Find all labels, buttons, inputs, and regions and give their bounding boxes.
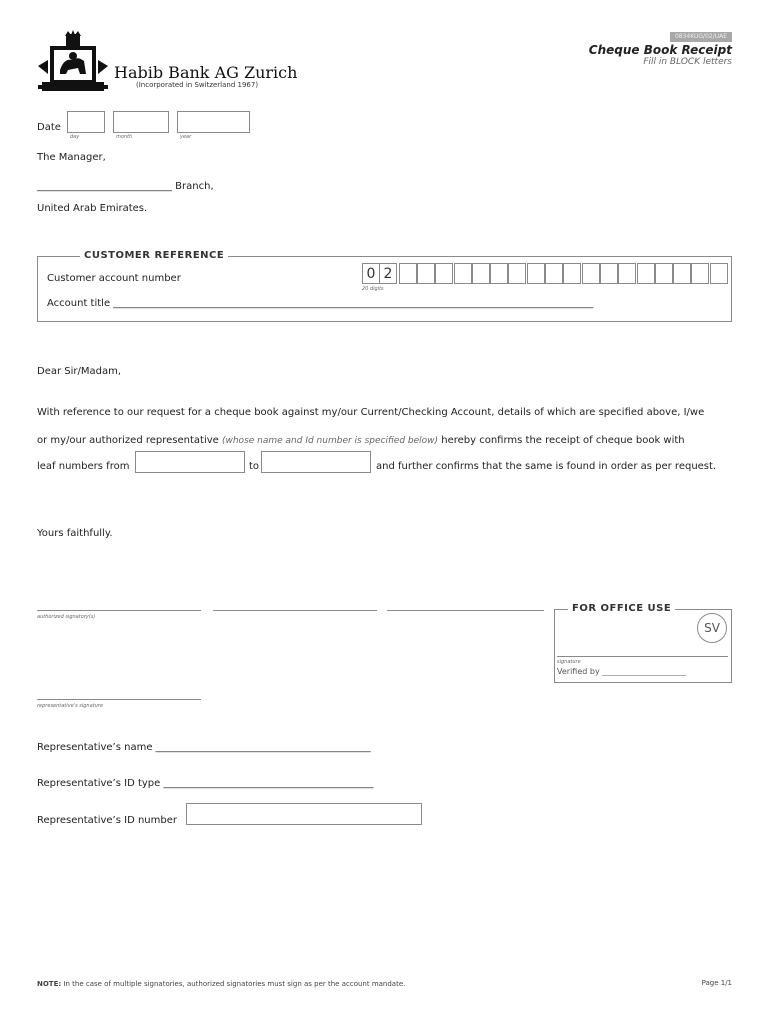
account-digit-box[interactable] bbox=[618, 263, 636, 284]
customer-reference-legend: CUSTOMER REFERENCE bbox=[80, 250, 228, 261]
form-subtitle: Fill in BLOCK letters bbox=[643, 57, 732, 67]
salutation: Dear Sir/Madam, bbox=[37, 366, 122, 377]
leaf-to-label: to bbox=[249, 461, 260, 472]
signature-line-2[interactable] bbox=[213, 610, 377, 611]
letter-paragraph-2 bbox=[37, 435, 685, 446]
bank-incorporation: (Incorporated in Switzerland 1967) bbox=[136, 81, 259, 89]
account-number-label: Customer account number bbox=[47, 273, 181, 284]
account-digit-prefix-1: 0 bbox=[362, 263, 380, 284]
office-signature-hint: signature bbox=[557, 659, 581, 665]
para2-italic: (whose name and Id number is specified below) bbox=[221, 436, 439, 446]
account-digit-box[interactable] bbox=[417, 263, 435, 284]
address-branch-line[interactable]: ___________________________ Branch, bbox=[37, 181, 214, 192]
office-signature-line[interactable] bbox=[557, 656, 728, 657]
account-digit-box[interactable] bbox=[472, 263, 490, 284]
digits-hint: 20 digits bbox=[362, 286, 384, 292]
account-title-field[interactable]: Account title ________________________________________________________________________________________________ bbox=[47, 298, 594, 309]
leaf-to-field[interactable] bbox=[261, 451, 371, 473]
para2-start: or my/our authorized representative bbox=[37, 435, 219, 446]
leaf-from-label: leaf numbers from bbox=[37, 461, 130, 472]
leaf-from-field[interactable] bbox=[135, 451, 245, 473]
date-day-hint: day bbox=[70, 134, 80, 140]
leaf-end-text: and further confirms that the same is found in order as per request. bbox=[376, 461, 717, 472]
account-digit-box[interactable] bbox=[454, 263, 472, 284]
form-code: 0834KUG/02/UAE bbox=[670, 32, 732, 42]
account-digit-box[interactable] bbox=[637, 263, 655, 284]
date-month-field[interactable] bbox=[113, 111, 169, 133]
bank-logo bbox=[38, 30, 108, 94]
date-year-hint: year bbox=[180, 134, 192, 140]
account-digit-box[interactable] bbox=[655, 263, 673, 284]
account-digit-box[interactable] bbox=[435, 263, 453, 284]
representative-name-field[interactable]: Representative’s name ___________________________________________ bbox=[37, 742, 371, 753]
footer-note-label: NOTE: bbox=[37, 980, 62, 988]
representative-signature-hint: representative's signature bbox=[37, 703, 103, 709]
sv-stamp-text: SV bbox=[704, 621, 720, 635]
date-day-field[interactable] bbox=[67, 111, 105, 133]
letter-paragraph-1: With reference to our request for a cheque book against my/our Current/Checking Account, details of which are specified above, I/we bbox=[37, 407, 705, 418]
account-digit-box[interactable] bbox=[545, 263, 563, 284]
page-number: Page 1/1 bbox=[701, 979, 732, 987]
sv-stamp bbox=[697, 613, 727, 643]
authorized-signatory-hint: authorized signatory(s) bbox=[37, 614, 96, 620]
representative-id-number-label: Representative’s ID number bbox=[37, 815, 177, 826]
verified-by-field[interactable]: Verified by _____________________ bbox=[557, 667, 687, 676]
office-use-legend: FOR OFFICE USE bbox=[568, 603, 675, 614]
para2-end: hereby confirms the receipt of cheque book with bbox=[441, 435, 685, 446]
footer-note-text: In the case of multiple signatories, authorized signatories must sign as per the account mandate. bbox=[63, 980, 406, 988]
form-title: Cheque Book Receipt bbox=[588, 43, 732, 57]
account-digit-box[interactable] bbox=[508, 263, 526, 284]
account-digit-box[interactable] bbox=[600, 263, 618, 284]
account-digit-box[interactable] bbox=[710, 263, 728, 284]
signature-line-3[interactable] bbox=[387, 610, 544, 611]
account-digit-box[interactable] bbox=[399, 263, 417, 284]
account-digit-box[interactable] bbox=[582, 263, 600, 284]
closing: Yours faithfully. bbox=[37, 528, 113, 539]
signature-line-1[interactable] bbox=[37, 610, 201, 611]
date-month-hint: month bbox=[116, 134, 133, 140]
representative-id-number-field[interactable] bbox=[186, 803, 422, 825]
account-digit-box[interactable] bbox=[691, 263, 709, 284]
representative-signature-line[interactable] bbox=[37, 699, 201, 700]
account-digit-box[interactable] bbox=[527, 263, 545, 284]
address-manager: The Manager, bbox=[37, 152, 106, 163]
date-year-field[interactable] bbox=[177, 111, 250, 133]
account-digit-box[interactable] bbox=[490, 263, 508, 284]
bank-name: Habib Bank AG Zurich bbox=[114, 63, 298, 82]
address-country: United Arab Emirates. bbox=[37, 203, 148, 214]
account-digit-box[interactable] bbox=[563, 263, 581, 284]
date-label: Date bbox=[37, 122, 61, 133]
account-digit-box[interactable] bbox=[673, 263, 691, 284]
account-digit-prefix-2: 2 bbox=[379, 263, 397, 284]
representative-id-type-field[interactable]: Representative’s ID type __________________________________________ bbox=[37, 778, 374, 789]
footer-note bbox=[37, 980, 405, 988]
